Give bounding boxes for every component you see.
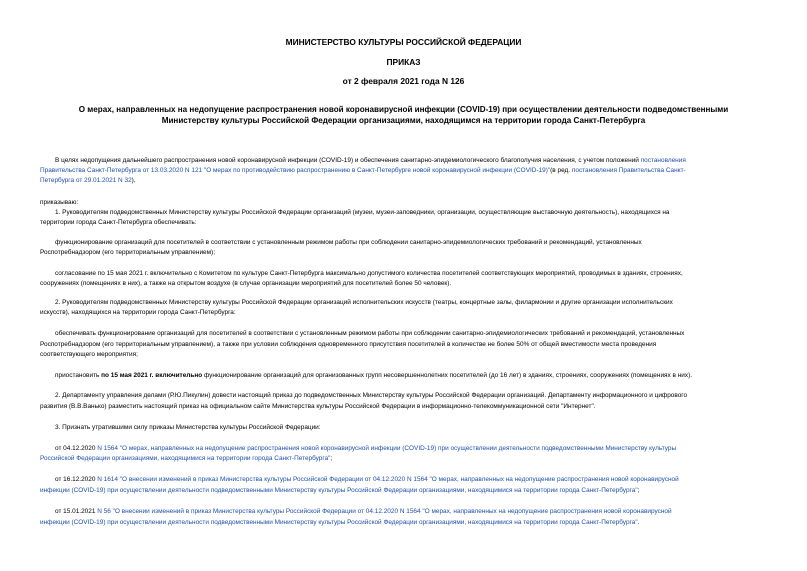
preamble-line-2 xyxy=(40,166,767,176)
item-1a-line-2: Роспотребнадзором (его территориальным управлением); xyxy=(40,249,215,256)
preamble-text: В целях недопущения дальнейшего распространения новой коронавирусной инфекции (COVID-19) и обеспечения санитарно-эпидемиологического благополучия населения, с учетом положений xyxy=(55,157,639,164)
item-1-line-1: 1. Руководителям подведомственных Министерству культуры Российской Федерации организаций (музеи, музеи-заповедники, организации, осуществляющие выставочную деятельность), находящихся на xyxy=(55,209,670,216)
law-link-resolution-32-cont[interactable]: Петербурга от 29.01.2021 N 32 xyxy=(40,177,132,184)
order-date: от 16.12.2020 xyxy=(55,476,96,483)
item-2-line-1: 2. Руководителям подведомственных Министерству культуры Российской Федерации организаций исполнительских искусств (театры, концертные залы, филармонии и другие организации исполнительских xyxy=(55,299,673,306)
punctuation: ; xyxy=(330,455,333,462)
item-1b-line-2: сооружениях (помещениях в них), а также на открытом воздухе (в случае организации мероприятий для посетителей более 50 человек). xyxy=(40,280,452,287)
law-link-resolution-32[interactable]: постановления Правительства Санкт- xyxy=(571,167,686,174)
repealed-order-1-line-2 xyxy=(40,454,767,464)
item-2b-line xyxy=(40,371,767,381)
law-link-resolution-121[interactable]: Правительства Санкт-Петербурга от 13.03.2020 N 121 "О мерах по противодействию распространению в Санкт-Петербурге новой коронавирусной инфекции (COVID-19)" xyxy=(40,167,551,174)
preamble-line-3 xyxy=(40,176,767,186)
repealed-order-2-line-1 xyxy=(40,475,767,485)
item-2b-text: приостановить xyxy=(55,372,100,379)
item-1b-line-1: согласование по 15 мая 2021 г. включительно с Комитетом по культуре Санкт-Петербурга максимально допустимого количества посетителей соответствующих мероприятий, проводимых в зданиях, строениях, xyxy=(55,270,683,277)
preamble-text: ), xyxy=(131,177,136,184)
document-date: от 2 февраля 2021 года N 126 xyxy=(342,76,465,86)
document-title-line-1: О мерах, направленных на недопущение распространения новой коронавирусной инфекции (COVID-19) при осуществлении деятельности подведомственными xyxy=(78,105,729,114)
order-link-56[interactable]: N 56 "О внесении изменений в приказ Министерства культуры Российской Федерации от 04.12.2020 N 1564 "О мерах, направленных на недопущение распространения новой коронавирусной xyxy=(97,508,672,515)
order-link-1614-cont[interactable]: инфекции (COVID-19) при осуществлении деятельности подведомственными Министерству культуры Российской Федерации организациями, находящимися на территории города Санкт-Петербурга" xyxy=(40,487,638,494)
repealed-order-2-line-2 xyxy=(40,486,767,496)
order-link-1564[interactable]: N 1564 "О мерах, направленных на недопущение распространения новой коронавирусной инфекции (COVID-19) при осуществлении деятельности подведомственными Министерству культуры xyxy=(97,445,677,452)
repealed-order-3-line-1 xyxy=(40,507,767,517)
repealed-order-3-line-2 xyxy=(40,518,767,528)
order-date: от 15.01.2021 xyxy=(55,508,96,515)
order-date: от 04.12.2020 xyxy=(55,445,96,452)
orders-word: приказываю: xyxy=(40,199,79,206)
document-title-line-2: Министерству культуры Российской Федерации организациями, находящимся на территории города Санкт-Петербурга xyxy=(161,116,646,125)
punctuation: ; xyxy=(637,487,640,494)
item-1a-line-1: функционирование организаций для посетителей в соответствии с установленным режимом работы при соблюдении санитарно-эпидемиологических требований и рекомендаций, установленных xyxy=(55,239,642,246)
order-link-1564-cont[interactable]: Российской Федерации организациями, находящимися на территории города Санкт-Петербурга" xyxy=(40,455,331,462)
item-2b-bold-date: по 15 мая 2021 г. включительно xyxy=(101,372,203,379)
repealed-order-1-line-1 xyxy=(40,444,767,454)
law-link-resolution[interactable]: постановления xyxy=(640,157,686,164)
item-1-line-2: территории города Санкт-Петербурга обеспечивать: xyxy=(40,219,197,226)
order-link-56-cont[interactable]: инфекции (COVID-19) при осуществлении деятельности подведомственными Министерству культуры Российской Федерации организациями, находящимися на территории города Санкт-Петербурга" xyxy=(40,519,638,526)
preamble-text: (в ред. xyxy=(550,167,571,174)
item-2b-text: функционирование организаций для организованных групп несовершеннолетних посетителей (до 16 лет) в зданиях, строениях, сооружениях (помещениях в них). xyxy=(203,372,693,379)
item-2a-line-1: обеспечивать функционирование организаций для посетителей в соответствии с установленным режимом работы при соблюдении санитарно-эпидемиологических требований и рекомендаций, установленных xyxy=(55,330,685,337)
item-2-dept-line-2: развития (В.В.Ванько) разместить настоящий приказ на официальном сайте Министерства культуры Российской Федерации в информационно-телекоммуникационной сети "Интернет". xyxy=(40,403,596,410)
item-3-line-1: 3. Признать утратившими силу приказы Министерства культуры Российской Федерации: xyxy=(55,424,321,431)
item-2-dept-line-1: 2. Департаменту управления делами (Р.Ю.Пикулин) довести настоящий приказ до подведомственных Министерству культуры Российской Федерации организаций. Департаменту информационного и цифрового xyxy=(55,392,688,399)
order-link-1614[interactable]: N 1614 "О внесении изменений в приказ Министерства культуры Российской Федерации от 04.12.2020 N 1564 "О мерах, направленных на недопущение распространения новой коронавирусной xyxy=(97,476,679,483)
item-2a-line-3: соответствующего мероприятия; xyxy=(40,351,138,358)
preamble-line-1 xyxy=(40,156,767,166)
item-2-line-2: искусств), находящихся на территории города Санкт-Петербурга: xyxy=(40,309,236,316)
item-2a-line-2: Роспотребнадзором (его территориальным управлением), а также при условии соблюдения одновременного присутствия посетителей в количестве не более 50% от общей вместимости места проведения xyxy=(40,341,657,348)
document-type: ПРИКАЗ xyxy=(386,57,421,67)
punctuation: . xyxy=(637,519,640,526)
ministry-heading: МИНИСТЕРСТВО КУЛЬТУРЫ РОССИЙСКОЙ ФЕДЕРАЦИИ xyxy=(285,37,522,47)
